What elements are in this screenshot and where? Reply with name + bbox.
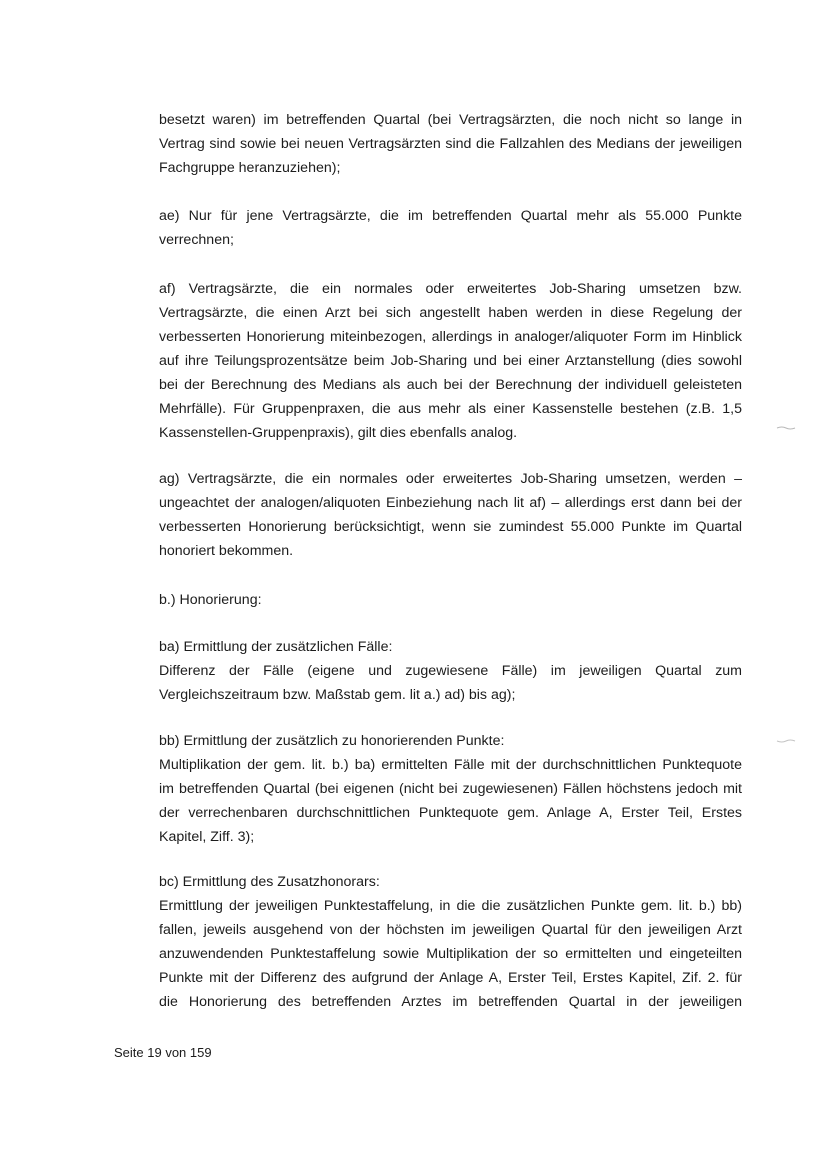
text-line: Vergleichszeitraum bzw. Maßstab gem. lit a.) ad) bis ag); [159,687,516,703]
text-line: Kassenstellen-Gruppenpraxis), gilt dies ebenfalls analog. [159,425,518,441]
paragraph-continuation [159,108,742,180]
scan-artifact [776,426,796,430]
text-line: Kapitel, Ziff. 3); [159,829,255,845]
paragraph-af [159,277,742,445]
text-line: verbesserten Honorierung miteinbezogen, allerdings in analoger/aliquoter Form im Hinblick [159,329,742,345]
text-line: ungeachtet der analogen/aliquoten Einbeziehung nach lit af) – allerdings erst dann bei der [159,495,742,511]
text-line: Ermittlung der jeweiligen Punktestaffelung, in die die zusätzlichen Punkte gem. lit. b.) bb) [159,898,742,914]
text-line: besetzt waren) im betreffenden Quartal (bei Vertragsärzten, die noch nicht so lange in [159,112,742,128]
text-line: Differenz der Fälle (eigene und zugewiesene Fälle) im jeweiligen Quartal zum [159,663,742,679]
text-line: Fachgruppe heranzuziehen); [159,160,341,176]
paragraph-ae [159,204,742,252]
text-line: b.) Honorierung: [159,592,262,608]
paragraph-ba [159,635,742,707]
text-line: ae) Nur für jene Vertragsärzte, die im betreffenden Quartal mehr als 55.000 Punkte [159,208,742,224]
section-heading-honorierung [159,588,742,612]
scan-artifact [776,739,796,743]
text-line: honoriert bekommen. [159,543,294,559]
paragraph-bc [159,870,742,1014]
text-line: fallen, jeweils ausgehend von der höchsten im jeweiligen Quartal für den jeweiligen Arzt [159,922,742,938]
text-line: verrechnen; [159,232,234,248]
text-line: auf ihre Teilungsprozentsätze beim Job-Sharing und bei einer Arztanstellung (dies sowohl [159,353,742,369]
text-line: verbesserten Honorierung berücksichtigt, wenn sie zumindest 55.000 Punkte im Quartal [159,519,742,535]
text-line: der verrechenbaren durchschnittlichen Punktequote gem. Anlage A, Erster Teil, Erstes [159,805,742,821]
text-line: die Honorierung des betreffenden Arztes im betreffenden Quartal in der jeweiligen [159,994,742,1010]
text-line: bc) Ermittlung des Zusatzhonorars: [159,874,380,890]
text-line: af) Vertragsärzte, die ein normales oder erweitertes Job-Sharing umsetzen bzw. [159,281,742,297]
paragraph-ag [159,467,742,563]
text-line: Vertrag sind sowie bei neuen Vertragsärzten sind die Fallzahlen des Medians der jeweiligen [159,136,742,152]
text-line: bei der Berechnung des Medians als auch bei der Berechnung der individuell geleisteten [159,377,742,393]
paragraph-bb [159,729,742,849]
text-line: Punkte mit der Differenz des aufgrund der Anlage A, Erster Teil, Erstes Kapitel, Zif. 2. für [159,970,742,986]
text-line: Multiplikation der gem. lit. b.) ba) ermittelten Fälle mit der durchschnittlichen Punktequote [159,757,742,773]
page-number: Seite 19 von 159 [114,1045,212,1060]
text-line: Vertragsärzte, die einen Arzt bei sich angestellt haben werden in diese Regelung der [159,305,742,321]
text-line: ag) Vertragsärzte, die ein normales oder erweitertes Job-Sharing umsetzen, werden – [159,471,742,487]
text-line: bb) Ermittlung der zusätzlich zu honorierenden Punkte: [159,733,505,749]
text-line: ba) Ermittlung der zusätzlichen Fälle: [159,639,393,655]
text-line: anzuwendenden Punktestaffelung sowie Multiplikation der so ermittelten und eingeteilten [159,946,742,962]
text-line: im betreffenden Quartal (bei eigenen (nicht bei zugewiesenen) Fällen höchstens jedoch mit [159,781,742,797]
text-line: Mehrfälle). Für Gruppenpraxen, die aus mehr als einer Kassenstelle bestehen (z.B. 1,5 [159,401,742,417]
